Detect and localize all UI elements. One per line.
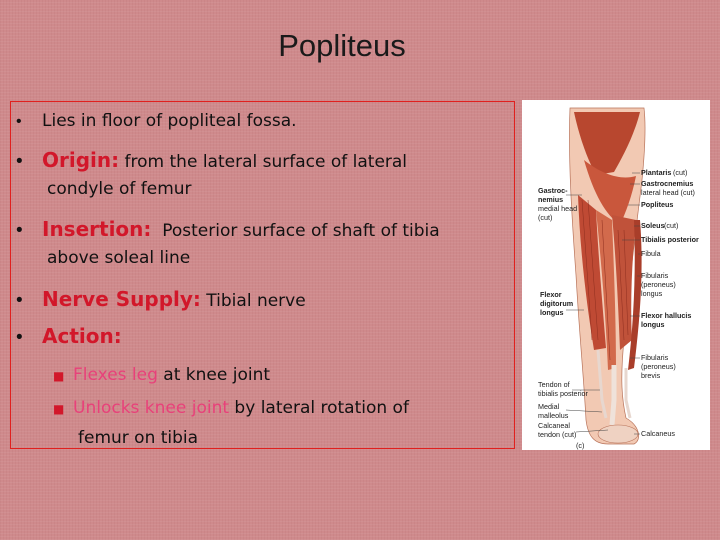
- origin-label: Origin:: [42, 148, 120, 172]
- action-label: Action:: [42, 324, 122, 348]
- posterior-leg-diagram: [522, 100, 710, 450]
- bullet-nerve-supply: [16, 287, 306, 312]
- label-fibularis-longus-1: Fibularis: [641, 271, 669, 280]
- bullet-insertion: [16, 217, 440, 242]
- label-fdl-1: Flexor: [540, 290, 562, 299]
- label-tendon-1: Tendon of: [538, 380, 570, 389]
- action-text-cont: femur on tibia: [78, 428, 199, 448]
- label-fhl-1: Flexor hallucis: [641, 311, 692, 320]
- nerve-supply-label: Nerve Supply:: [42, 287, 201, 311]
- bullet-dot: •: [16, 220, 23, 241]
- content-box: [10, 101, 515, 449]
- action-text: by lateral rotation of: [229, 398, 409, 418]
- label-gastroc-medial-1: Gastroc-: [538, 186, 568, 195]
- label-gastroc-lateral-2: lateral head (cut): [641, 188, 695, 197]
- label-achilles-1: Calcaneal: [538, 421, 570, 430]
- action-text: at knee joint: [157, 365, 271, 385]
- label-gastroc-medial-4: (cut): [538, 213, 553, 222]
- label-fibula: Fibula: [641, 249, 661, 258]
- slide-title: Popliteus: [278, 28, 406, 63]
- label-soleus: Soleus: [641, 221, 665, 230]
- label-gastroc-medial-2: nemius: [538, 195, 564, 204]
- bullet-dot: •: [16, 113, 22, 130]
- label-fibularis-brevis-2: (peroneus): [641, 362, 676, 371]
- label-fibularis-brevis-3: brevis: [641, 371, 661, 380]
- label-fdl-3: longus: [540, 308, 564, 317]
- bullet-origin: [16, 148, 407, 173]
- label-malleolus-1: Medial: [538, 402, 560, 411]
- calcaneus-shape: [598, 425, 638, 443]
- insertion-text-cont: above soleal line: [47, 248, 191, 268]
- label-plantaris-cut: (cut): [673, 168, 688, 177]
- bullet-dot: •: [16, 151, 23, 172]
- square-bullet-icon: ■: [53, 402, 65, 416]
- label-fibularis-longus-2: (peroneus): [641, 280, 676, 289]
- calcaneal-tendon-shape: [612, 365, 614, 425]
- tendon-shape: [626, 368, 630, 418]
- label-gastroc-medial-3: medial head: [538, 204, 578, 213]
- nerve-supply-text: Tibial nerve: [200, 291, 306, 311]
- action-item-unlocks: [53, 398, 409, 418]
- insertion-text: Posterior surface of shaft of tibia: [151, 221, 440, 241]
- label-calcaneus: Calcaneus: [641, 429, 675, 438]
- origin-text: from the lateral surface of lateral: [119, 152, 408, 172]
- label-gastroc-lateral: Gastrocnemius: [641, 179, 694, 188]
- action-highlight: Unlocks knee joint: [73, 398, 230, 418]
- label-tibialis-posterior: Tibialis posterior: [641, 235, 699, 244]
- action-highlight: Flexes leg: [73, 365, 158, 385]
- leg-muscle-illustration: [522, 100, 710, 450]
- label-malleolus-2: malleolus: [538, 411, 569, 420]
- label-fibularis-longus-3: longus: [641, 289, 663, 298]
- square-bullet-icon: ■: [53, 369, 65, 383]
- label-soleus-cut: (cut): [664, 221, 679, 230]
- bullet-location: [16, 111, 297, 131]
- panel-label: (c): [576, 441, 585, 450]
- action-item-flexes: [53, 365, 270, 385]
- origin-text-cont: condyle of femur: [47, 179, 192, 199]
- label-fhl-2: longus: [641, 320, 665, 329]
- label-fibularis-brevis-1: Fibularis: [641, 353, 669, 362]
- label-tendon-2: tibialis posterior: [538, 389, 588, 398]
- label-achilles-2: tendon (cut): [538, 430, 577, 439]
- label-popliteus: Popliteus: [641, 200, 674, 209]
- insertion-label: Insertion:: [42, 217, 152, 241]
- bullet-action: [16, 324, 122, 349]
- bullet-dot: •: [16, 327, 23, 348]
- location-text: Lies in floor of popliteal fossa.: [42, 111, 297, 131]
- label-plantaris: Plantaris: [641, 168, 672, 177]
- bullet-dot: •: [16, 290, 23, 311]
- label-fdl-2: digitorum: [540, 299, 574, 308]
